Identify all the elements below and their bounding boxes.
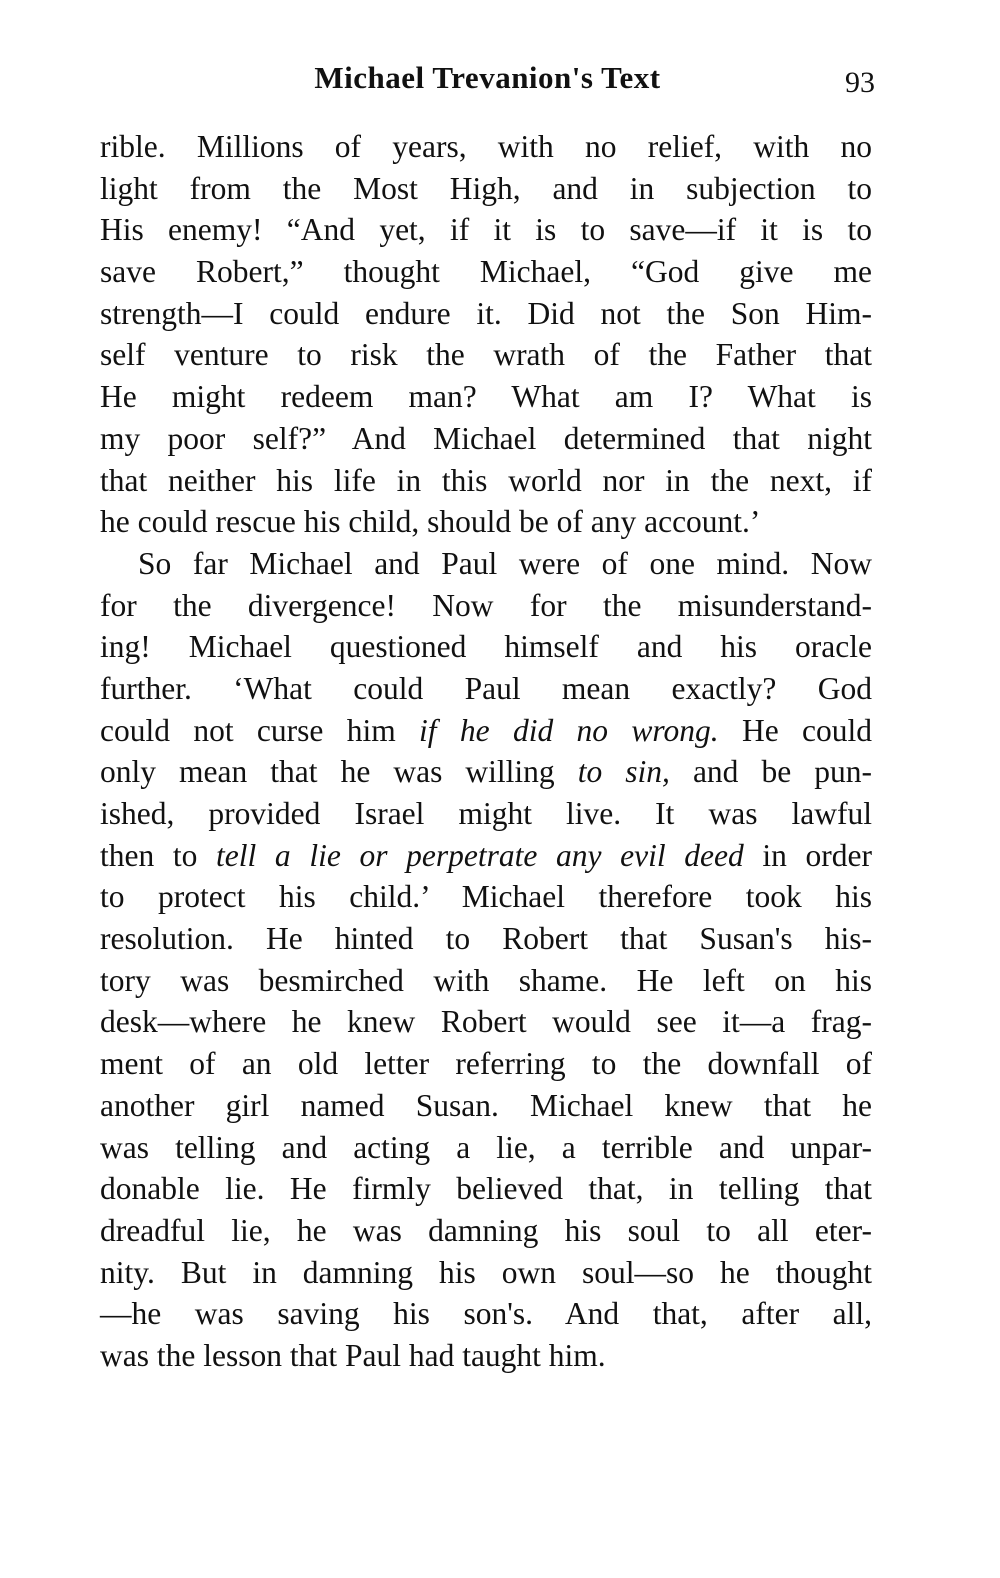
text-line: light from the Most High, and in subjection to <box>100 170 872 206</box>
text-line: he could rescue his child, should be of any account.’ <box>100 504 761 540</box>
text-line: nity. But in damning his own soul—so he thought <box>100 1254 872 1290</box>
text-line: for the divergence! Now for the misunderstand- <box>100 587 872 623</box>
text-line: His enemy! “And yet, if it is to save—if it is to <box>100 212 872 248</box>
running-head <box>100 58 875 108</box>
text-line: ished, provided Israel might live. It was lawful <box>100 796 872 831</box>
text-line: ing! Michael questioned himself and his oracle <box>100 629 872 665</box>
text-line: was telling and acting a lie, a terrible and unpar- <box>100 1129 872 1165</box>
text-line: strength—I could endure it. Did not the Son Him- <box>100 295 872 331</box>
text-line: So far Michael and Paul were of one mind. Now <box>138 545 872 581</box>
text-line: desk—where he knew Robert would see it—a frag- <box>100 1004 872 1040</box>
text-line: resolution. He hinted to Robert that Susan's his- <box>100 921 872 957</box>
text-line: to protect his child.’ Michael therefore took his <box>100 879 872 915</box>
text-line: further. ‘What could Paul mean exactly? God <box>100 670 872 706</box>
italic-phrase: tell a lie or perpetrate any evil deed <box>216 837 744 873</box>
text-line: that neither his life in this world nor in the next, if <box>100 462 872 498</box>
chapter-title: Michael Trevanion's Text <box>314 60 661 95</box>
italic-phrase: if he did no wrong. <box>419 712 719 748</box>
text-line: dreadful lie, he was damning his soul to all eter- <box>100 1212 872 1248</box>
text-line: was the lesson that Paul had taught him. <box>100 1337 606 1373</box>
text-line: rible. Millions of years, with no relief, with no <box>100 129 872 164</box>
text-line: He might redeem man? What am I? What is <box>100 379 872 415</box>
text-line: tory was besmirched with shame. He left on his <box>100 962 872 998</box>
text-line: only mean that he was willing to sin, and be pun- <box>100 754 872 790</box>
italic-phrase: to sin, <box>577 754 670 790</box>
text-line: save Robert,” thought Michael, “God give me <box>100 254 872 290</box>
text-line: —he was saving his son's. And that, after all, <box>100 1296 872 1332</box>
text-line: donable lie. He firmly believed that, in telling that <box>100 1171 872 1207</box>
text-line: my poor self?” And Michael determined that night <box>100 420 872 456</box>
text-line: another girl named Susan. Michael knew that he <box>100 1087 872 1123</box>
text-line: ment of an old letter referring to the downfall of <box>100 1046 872 1082</box>
text-line: then to tell a lie or perpetrate any evil deed in order <box>100 837 872 873</box>
text-line: could not curse him if he did no wrong. He could <box>100 712 872 748</box>
text-line: self venture to risk the wrath of the Father that <box>100 337 872 373</box>
body-text <box>100 126 872 1377</box>
page-number: 93 <box>845 66 875 99</box>
